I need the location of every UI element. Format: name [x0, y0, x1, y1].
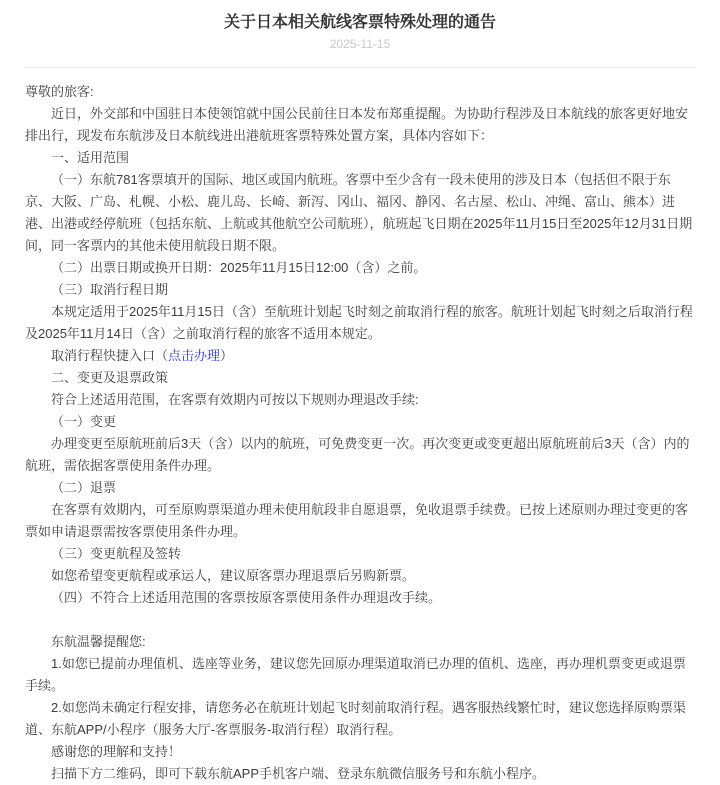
section2-intro: 符合上述适用范围，在客票有效期内可按以下规则办理退改手续:: [51, 392, 419, 407]
reminder-item2: 2.如您尚未确定行程安排，请您务必在航班计划起飞时刻前取消行程。遇客服热线繁忙时，建议您选择原购票渠道、东航APP/小程序（服务大厅-客票服务-取消行程）取消行程。: [25, 700, 686, 737]
publish-date: 2025-11-15: [329, 37, 391, 51]
reminder-heading: 东航温馨提醒您:: [51, 634, 146, 649]
intro-paragraph: 近日，外交部和中国驻日本使领馆就中国公民前往日本发布郑重提醒。为协助行程涉及日本航线的旅客更好地安排出行，现发布东航涉及日本航线进出港航班客票特殊处置方案，具体内容如下：: [25, 106, 689, 143]
section2-item2-heading: （二）退票: [51, 480, 117, 495]
section1-heading: 一、适用范围: [51, 150, 130, 165]
section2-item3-heading: （三）变更航程及签转: [51, 546, 182, 561]
section1-item3-body: 本规定适用于2025年11月15日（含）至航班计划起飞时刻之前取消行程的旅客。航班计划起飞时刻之后取消行程及2025年11月14日（含）之前取消行程的旅客不适用本规定。: [25, 304, 693, 341]
section1-item1: （一）东航781客票填开的国际、地区或国内航班。客票中至少含有一段未使用的涉及日本（包括但不限于东京、大阪、广岛、札幌、小松、鹿儿岛、长崎、新泻、冈山、福冈、静冈、名古屋、松山、冲绳、富山、熊本）进港、出港或经停航班（包括东航、上航或其他航空公司航班），航班起飞日期在2025年11月15日至2025年12月31日期间，同一客票内的其他未使用航段日期不限。: [25, 172, 693, 253]
section1-item2: （二）出票日期或换开日期：2025年11月15日12:00（含）之前。: [51, 260, 427, 275]
qr-note-line: 扫描下方二维码，即可下载东航APP手机客户端、登录东航微信服务号和东航小程序。: [51, 766, 546, 781]
section2-item4: （四）不符合上述适用范围的客票按原客票使用条件办理退改手续。: [51, 590, 442, 605]
cancel-entry-prefix: 取消行程快捷入口（: [51, 348, 169, 363]
cancel-entry-line: [25, 345, 695, 367]
page-title: 关于日本相关航线客票特殊处理的通告: [223, 14, 496, 31]
salutation: 尊敬的旅客:: [25, 84, 94, 99]
section2-item3-body: 如您希望变更航程或承运人，建议原客票办理退票后另购新票。: [51, 568, 416, 583]
section2-item1-heading: （一）变更: [51, 414, 117, 429]
cancel-trip-link[interactable]: 点击办理: [168, 348, 221, 363]
section2-heading: 二、变更及退票政策: [51, 370, 169, 385]
reminder-item1: 1.如您已提前办理值机、选座等业务，建议您先回原办理渠道取消已办理的值机、选座，再办理机票变更或退票手续。: [25, 656, 686, 693]
header-divider: [25, 67, 695, 68]
notice-body: [25, 81, 695, 785]
cancel-entry-suffix: ）: [220, 348, 234, 363]
section2-item1-body: 办理变更至原航班前后3天（含）以内的航班，可免费变更一次。再次变更或变更超出原航班前后3天（含）内的航班，需依据客票使用条件办理。: [25, 436, 690, 473]
section2-item2-body: 在客票有效期内，可至原购票渠道办理未使用航段非自愿退票，免收退票手续费。已按上述原则办理过变更的客票如申请退票需按客票使用条件办理。: [25, 502, 689, 539]
thanks-line: 感谢您的理解和支持！: [51, 744, 182, 759]
section1-item3-heading: （三）取消行程日期: [51, 282, 169, 297]
